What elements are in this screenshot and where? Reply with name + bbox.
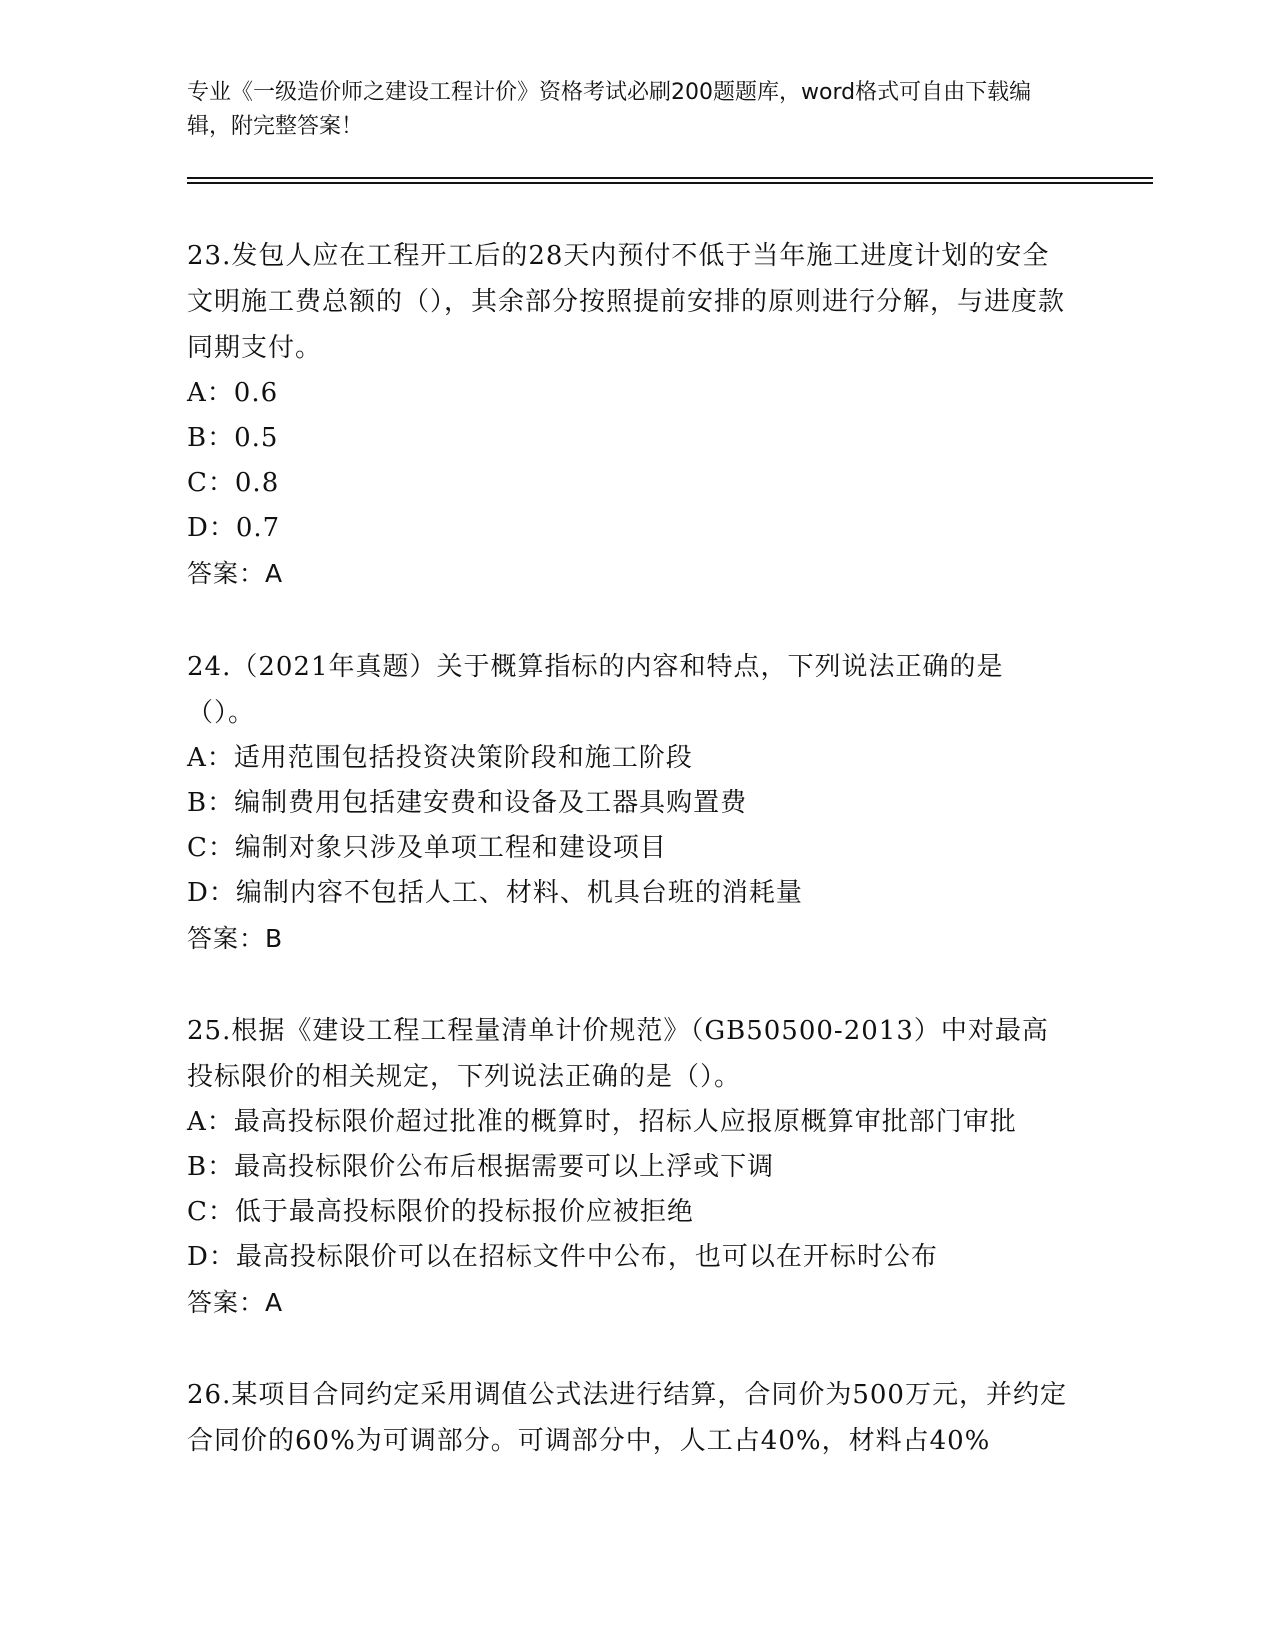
header-rule-bottom bbox=[187, 182, 1153, 184]
question-stem: 25.根据《建设工程工程量清单计价规范》（GB50500-2013）中对最高投标限价的相关规定，下列说法正确的是（）。 bbox=[187, 1016, 1049, 1092]
answer: 答案：A bbox=[187, 559, 284, 588]
answer: 答案：B bbox=[187, 924, 284, 953]
header-rule-top bbox=[187, 177, 1153, 179]
option-b: B：编制费用包括建安费和设备及工器具购置费 bbox=[187, 788, 748, 818]
option-c: C：0.8 bbox=[187, 468, 280, 498]
question-25 bbox=[187, 1008, 1067, 1326]
question-26 bbox=[187, 1372, 1067, 1464]
option-a: A：适用范围包括投资决策阶段和施工阶段 bbox=[187, 743, 693, 773]
option-d: D：0.7 bbox=[187, 513, 281, 543]
header-title: 专业《一级造价师之建设工程计价》资格考试必刷200题题库，word格式可自由下载编辑，附完整答案！ bbox=[187, 80, 1032, 139]
question-stem: 26.某项目合同约定采用调值公式法进行结算，合同价为500万元，并约定合同价的60%为可调部分。可调部分中，人工占40%，材料占40% bbox=[187, 1380, 1067, 1456]
answer: 答案：A bbox=[187, 1288, 284, 1317]
question-stem: 23.发包人应在工程开工后的28天内预付不低于当年施工进度计划的安全文明施工费总额的（），其余部分按照提前安排的原则进行分解，与进度款同期支付。 bbox=[187, 241, 1066, 363]
option-c: C：编制对象只涉及单项工程和建设项目 bbox=[187, 833, 667, 863]
option-a: A：最高投标限价超过批准的概算时，招标人应报原概算审批部门审批 bbox=[187, 1107, 1017, 1137]
question-stem: 24.（2021年真题）关于概算指标的内容和特点，下列说法正确的是（）。 bbox=[187, 652, 1004, 728]
option-c: C：低于最高投标限价的投标报价应被拒绝 bbox=[187, 1197, 694, 1227]
option-d: D：编制内容不包括人工、材料、机具台班的消耗量 bbox=[187, 878, 803, 908]
option-a: A：0.6 bbox=[187, 378, 279, 408]
question-23 bbox=[187, 233, 1067, 597]
option-b: B：最高投标限价公布后根据需要可以上浮或下调 bbox=[187, 1152, 775, 1182]
document-header bbox=[187, 76, 1067, 144]
option-b: B：0.5 bbox=[187, 423, 279, 453]
question-24 bbox=[187, 644, 1067, 962]
option-d: D：最高投标限价可以在招标文件中公布，也可以在开标时公布 bbox=[187, 1242, 938, 1272]
